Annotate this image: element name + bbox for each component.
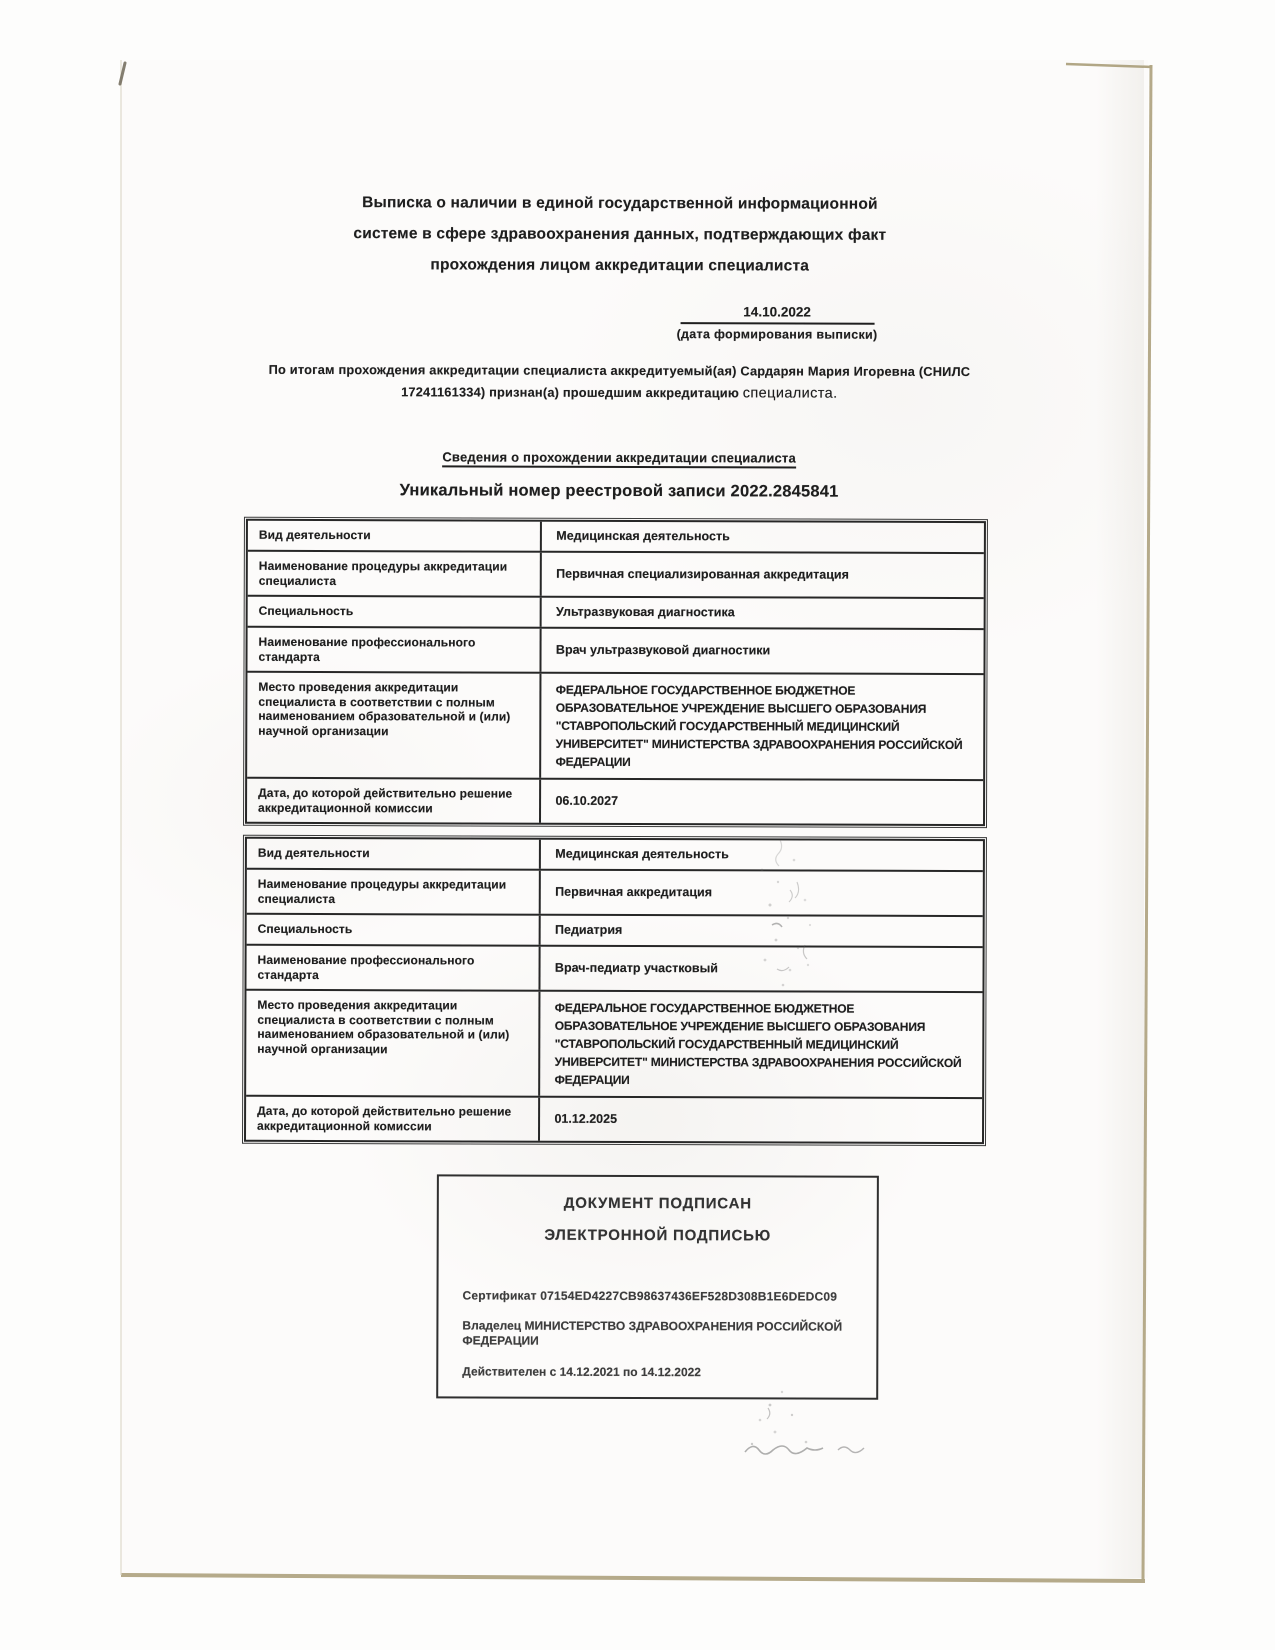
owner-label: Владелец <box>462 1318 522 1333</box>
row-value: ФЕДЕРАЛЬНОЕ ГОСУДАРСТВЕННОЕ БЮДЖЕТНОЕ ОБРАЗОВАТЕЛЬНОЕ УЧРЕЖДЕНИЕ ВЫСШЕГО ОБРАЗОВАНИЯ "СТАВРОПОЛЬСКИЙ ГОСУДАРСТВЕННЫЙ МЕДИЦИНСКИЙ УНИВЕРСИТЕТ" МИНИСТЕРСТВА ЗДРАВООХРАНЕНИЯ РОССИЙСКОЙ ФЕДЕРАЦИИ <box>554 1000 962 1087</box>
accreditation-table-1 <box>245 519 986 826</box>
table-row <box>248 552 984 599</box>
signature-box <box>436 1174 879 1399</box>
row-label: Наименование процедуры аккредитации специалиста <box>248 552 543 596</box>
certificate-value: 07154ED4227CB98637436EF528D308B1E6DEDC09 <box>540 1288 838 1304</box>
table-row <box>247 779 983 824</box>
registry-number: Уникальный номер реестровой записи 2022.2845841 <box>399 481 839 501</box>
row-label: Дата, до которой действительно решение аккредитационной комиссии <box>246 1097 541 1141</box>
row-label: Вид деятельности <box>248 521 542 551</box>
intro-paragraph <box>119 358 1119 405</box>
validity-line: Действителен с 14.12.2021 по 14.12.2022 <box>462 1364 702 1380</box>
row-label: Наименование профессионального стандарта <box>247 628 542 672</box>
formation-date-caption: (дата формирования выписки) <box>676 327 878 342</box>
intro-line-2: 17241161334) признан(а) прошедшим аккредитацию <box>401 384 740 401</box>
row-value: Ультразвуковая диагностика <box>556 604 735 620</box>
certificate-line <box>462 1288 852 1303</box>
table-row <box>247 870 983 917</box>
table-row <box>246 991 982 1099</box>
intro-line-1: По итогам прохождения аккредитации специалиста аккредитуемый(ая) Сардарян Мария Игоревна (СНИЛС <box>268 361 971 380</box>
table-row <box>246 946 982 993</box>
page-title <box>120 186 1120 282</box>
formation-date-block <box>630 303 925 342</box>
row-label: Место проведения аккредитации специалиста в соответствии с полным наименованием образовательной и (или) научной организации <box>247 673 542 778</box>
section-heading: Сведения о прохождении аккредитации специалиста <box>119 448 1119 466</box>
row-value: Педиатрия <box>555 922 623 937</box>
page-title-line: прохождения лицом аккредитации специалиста <box>430 256 810 275</box>
accreditation-table-2 <box>244 837 985 1144</box>
row-label: Дата, до которой действительно решение аккредитационной комиссии <box>247 779 542 823</box>
row-label: Специальность <box>247 915 541 945</box>
formation-date: 14.10.2022 <box>680 304 874 325</box>
row-value: Медицинская деятельность <box>556 528 730 544</box>
row-value: Первичная специализированная аккредитация <box>556 566 849 582</box>
table-row <box>248 521 984 554</box>
row-value: Врач-педиатр участковый <box>554 960 718 976</box>
row-value: Врач ультразвуковой диагностики <box>555 642 771 658</box>
table-row <box>247 628 983 675</box>
row-value: 01.12.2025 <box>554 1111 618 1126</box>
row-value: Медицинская деятельность <box>555 846 729 862</box>
row-label: Специальность <box>248 597 542 627</box>
intro-tail: специалиста. <box>742 385 838 402</box>
table-row <box>247 839 983 872</box>
page-title-line: системе в сфере здравоохранения данных, подтверждающих факт <box>353 225 887 244</box>
table-row <box>248 597 984 630</box>
row-label: Вид деятельности <box>247 839 541 869</box>
table-row <box>247 915 983 948</box>
signature-status-line-1: ДОКУМЕНТ ПОДПИСАН <box>563 1194 752 1213</box>
row-label: Наименование профессионального стандарта <box>246 946 541 990</box>
certificate-label: Сертификат <box>462 1288 537 1303</box>
owner-line <box>462 1318 852 1349</box>
table-row <box>247 673 983 781</box>
row-value: ФЕДЕРАЛЬНОЕ ГОСУДАРСТВЕННОЕ БЮДЖЕТНОЕ ОБРАЗОВАТЕЛЬНОЕ УЧРЕЖДЕНИЕ ВЫСШЕГО ОБРАЗОВАНИЯ "СТАВРОПОЛЬСКИЙ ГОСУДАРСТВЕННЫЙ МЕДИЦИНСКИЙ УНИВЕРСИТЕТ" МИНИСТЕРСТВА ЗДРАВООХРАНЕНИЯ РОССИЙСКОЙ ФЕДЕРАЦИИ <box>555 682 963 769</box>
row-label: Наименование процедуры аккредитации специалиста <box>247 870 542 914</box>
table-row <box>246 1097 982 1142</box>
row-value: Первичная аккредитация <box>555 884 713 900</box>
tables-and-signature <box>243 519 986 1400</box>
row-label: Место проведения аккредитации специалиста в соответствии с полным наименованием образовательной и (или) научной организации <box>246 991 541 1096</box>
page-title-line: Выписка о наличии в единой государственной информационной <box>362 194 878 213</box>
owner-value: МИНИСТЕРСТВО ЗДРАВООХРАНЕНИЯ РОССИЙСКОЙ ФЕДЕРАЦИИ <box>462 1318 843 1348</box>
row-value: 06.10.2027 <box>555 793 619 808</box>
signature-status-line-2: ЭЛЕКТРОННОЙ ПОДПИСЬЮ <box>544 1226 772 1245</box>
